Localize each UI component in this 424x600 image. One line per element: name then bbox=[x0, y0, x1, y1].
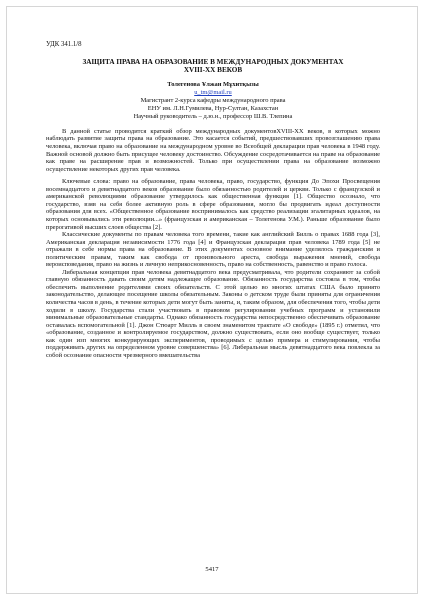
author-email-link[interactable]: u_tm@mail.ru bbox=[194, 89, 232, 97]
abstract: В данной статье проводится краткий обзор международных документовXVIII-XX веков, в которых можно наблюдать развитие защиты права на образование. Это касается событий, предшествовавших провозглашению права человека, включая право на образование на международном уровне во Всеобщей декларации прав человека в 1948 году. Важной основой должно быть присущее человеку достоинство. Обсуждение сосредотачивается на праве на образование как праве на расширение прав и возможностей. Только при осуществлении права на образование возможно осуществление некоторых других прав человека. bbox=[46, 127, 380, 173]
scientific-supervisor: Научный руководитель – д.ю.н., профессор Ш.В. Тлепина bbox=[133, 113, 293, 121]
author-position: Магистрант 2-курса кафедры международного права bbox=[140, 97, 286, 105]
author-name: Толегенова Ұлжан Мұхитқызы bbox=[167, 81, 259, 89]
page-number: 5417 bbox=[205, 566, 219, 573]
body-paragraph-1: Классические документы по правам человека того времени, такие как английский Билль о правах 1688 года [3], Американская декларация независимости 1776 года [4] и Французская декларация прав человека 1789 года [5] не отражали в себе нормы права на образование. В этих документах основное внимание уделялось гражданским и политическим правам, таким как свобода от произвольного ареста, свобода выражения мнений, свобода вероисповедания, право на жизнь и личную неприкосновенность, право на собственность, равенство и право голоса. bbox=[46, 231, 380, 269]
body-paragraph-2: Либеральная концепция прав человека девятнадцатого века предусматривала, что родители сохраняют за собой главную обязанность давать своим детям надлежащее образование. Обязанность государства состояла в том, чтобы обеспечить выполнение родителями своих обязательств. С этой целью во многих штатах США было принято законодательство, делающее посещение школы обязательным. Законы о детском труде были приняты для ограничения количества часов в день, в течение которых дети могут быть заняты, и, таким образом, для обеспечения того, чтобы дети ходили в школу. Государства стали участвовать в правовом регулировании учебных программ и установили минимальные образовательные стандарты. Однако обязанность государства непосредственно обеспечивать образование оставалась вспомогательной [1]. Джон Стюарт Милль в своем знаменитом трактате «О свободе» (1895 г.) отметил, что «образование, созданное и контролируемое государством, должно существовать, если оно вообще существует, только как один изп многих конкурирующих экспериментов, проводимых с целью примера и стимулирования, чтобы поддерживать других на определенном уровне совершенства» [6]. Либеральная мысль девятнадцатого века повлекла за собой осознание опасности чрезмерного вмешательства bbox=[46, 268, 380, 359]
author-block bbox=[46, 81, 380, 121]
udk-code: УДК 341.1/8 bbox=[46, 41, 82, 48]
author-affiliation: ЕНУ им. Л.Н.Гумилева, Нур-Султан, Казахстан bbox=[147, 105, 279, 113]
title-line-2: XVIII-XX ВЕКОВ bbox=[183, 66, 243, 75]
keywords-paragraph: Ключевые слова: право на образование, права человека, право, государство, функция До Эпохи Просвещения восемнадцатого и девятнадцатого веков образование было обязанностью родителей и церкви. Только с французской и американской революциями образование утвердилось как общественная функция [1]. Общество осознало, что государство, взяв на себя более активную роль в сфере образования, могло бы продвигать идеал доступности образования для всех. «Общественное образование воспринималось как средство реализации эгалитарных идеалов, на которых основывались эти революции...» (французская и американская – Толегенова У.М.). Раньше образование было прерогативой высших слоев общества [2]. bbox=[46, 178, 380, 231]
title-line-1: ЗАЩИТА ПРАВА НА ОБРАЗОВАНИЕ В МЕЖДУНАРОДНЫХ ДОКУМЕНТАХ bbox=[82, 58, 344, 66]
article-title bbox=[46, 58, 380, 74]
